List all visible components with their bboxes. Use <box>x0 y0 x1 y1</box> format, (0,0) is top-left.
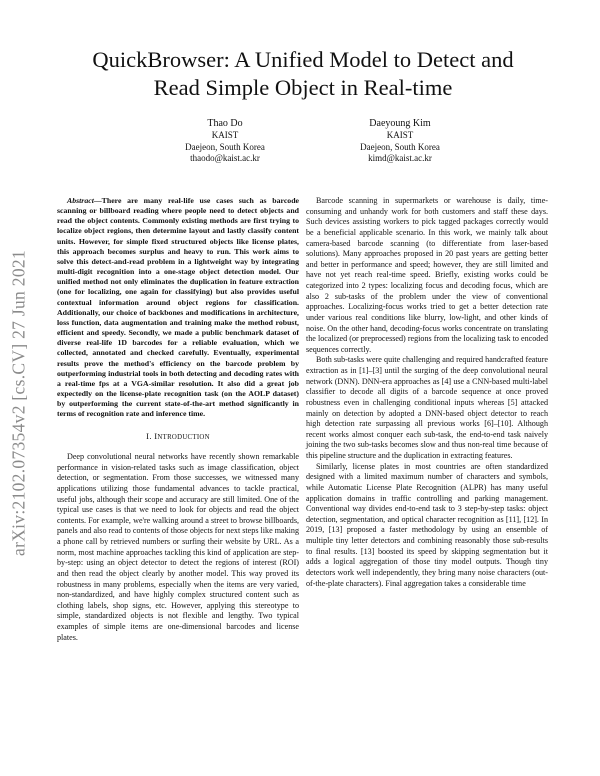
intro-paragraph-2: Barcode scanning in supermarkets or warehouse is daily, time-consuming and unhandy work for both customers and staff these days. Such devices assisting workers to pick tagged packages correctly would be a beneficial applicable scenario. In this work, we mainly talk about camera-based barcode scanning (to differentiate from laser-based solutions). Many approaches proposed in 20 past years are getting better and better in performance and speed; however, they are still limited and have not yet reach real-time speed. Briefly, existing works could be categorized into 2 types: localizing focus and decoding focus, which are also 2 sub-tasks of the problem under the view of conventional approaches. Localizing-focus works tried to get a better detection rate under various real conditions like blurry, low-light, and other kinds of noise. On the other hand, decoding-focus works concentrate on translating the localized (or preprocessed) regions from the localizing task to encoded sequences correctly. <box>306 196 548 354</box>
title-line-1: QuickBrowser: A Unified Model to Detect and <box>92 47 514 72</box>
left-column <box>57 196 299 643</box>
section-heading-introduction <box>57 431 299 444</box>
paper-title <box>40 46 566 102</box>
abstract-label: Abstract <box>67 196 94 205</box>
author-name: Daeyoung Kim <box>369 118 431 129</box>
arxiv-identifier-text: arXiv:2102.07354v2 [cs.CV] 27 Jun 2021 <box>8 250 29 556</box>
title-line-2: Read Simple Object in Real-time <box>153 75 453 100</box>
intro-paragraph-4: Similarly, license plates in most countries are often standardized designed with a limited maximum number of characters and symbols, while Automatic License Plate Recognition (ALPR) has many useful application domains in traffic controlling and parking management. Conventional way divides end-to-end task to 3 step-by-step tasks: object detection, segmentation, and optical character recognition as [11], [12]. In 2019, [13] proposed a faster methodology by using an ensemble of multiple tiny letter detectors and combining reasonably those sub-results to final results. [13] boosted its speed by skipping segmentation but it adds a logical aggregation of those tiny model outputs. Though tiny detectors work well independently, they bring many noise characters (out-of-the-plate characters). Final aggregation takes a considerable time <box>306 461 548 588</box>
abstract-text: —There are many real-life use cases such as barcode scanning or billboard reading where people need to detect objects and read the object contents. Commonly existing methods are first trying to localize object regions, then determine layout and lastly classify content units. However, for simple fixed structured objects like license plates, this approach becomes surplus and heavy to run. This work aims to solve this detect-and-read problem in a lightweight way by integrating multi-digit recognition into a one-stage object detection model. Our unified method not only eliminates the duplication in feature extraction (one for localizing, one again for classifying) but also provides useful contextual information around object regions for classification. Additionally, our choice of backbones and modifications in architecture, loss function, data augmentation and training make the method robust, efficient and speedy. Secondly, we made a public benchmark dataset of diverse real-life 1D barcodes for a reliable evaluation, which we collected, annotated and checked carefully. Eventually, experimental results prove the method's efficiency on the barcode problem by outperforming industrial tools in both detecting and decoding rates with a real-time fps at a VGA-similar resolution. It also did a great job expectedly on the license-plate recognition task (on the AOLP dataset) by outperforming the current state-of-the-art method significantly in terms of recognition rate and inference time. <box>57 196 299 419</box>
author-email: kimd@kaist.ac.kr <box>368 153 432 163</box>
author-location: Daejeon, South Korea <box>360 141 440 152</box>
author-affiliation: KAIST <box>386 130 414 140</box>
intro-paragraph-3: Both sub-tasks were quite challenging and required handcrafted feature extraction as in [1]–[3] until the surging of the deep convolutional neural network (DNN). DNN-era approaches as [4] use a CNN-based multi-label classifier to decode all digits of a barcode sequence at once proved robustness even in challenging conditional inputs whereas [5] attacked mainly on detection by adopted a DNN-based object detector to reach high detection rate surpassing all previous works [6]–[10]. Although recent works almost conquer each sub-task, the end-to-end task naively joining the two sub-tasks becomes slow and thus non-real time because of this pipeline structure and the duplication in extracting features. <box>306 355 548 460</box>
author-email: thaodo@kaist.ac.kr <box>190 153 260 163</box>
author-location: Daejeon, South Korea <box>185 141 265 152</box>
author-block-1 <box>125 118 325 165</box>
right-column <box>306 196 548 589</box>
section-title-rest: NTRODUCTION <box>157 434 210 442</box>
author-block-2 <box>300 118 500 165</box>
section-title-initial: I <box>154 431 158 442</box>
arxiv-identifier-stamp <box>2 248 36 558</box>
author-name: Thao Do <box>207 118 243 129</box>
section-number: I. <box>146 431 152 442</box>
author-affiliation: KAIST <box>211 130 239 140</box>
abstract <box>57 196 299 419</box>
intro-paragraph-1: Deep convolutional neural networks have recently shown remarkable performance in vision-related tasks such as image classification, object detection, or segmentation. From those successes, we witnessed many applications utilizing those fundamental advances to tackle practical, useful jobs, although their scope and accuracy are still limited. One of the typical use cases is that we need to look for objects and read the object contents. For example, we're walking around a street to browse billboards, panels and also read to contents of those objects for next steps like making a phone call by retrieved numbers or surfing their website by URL. As a norm, most machine approaches tackling this kind of application are step-by-step: using an object detector to detect the regions of interest (ROI) and then read the object clearly by another model. This way proved its robustness in many problems, especially when the items are very varied, non-standardized, and have highly complex structured content such as clothing labels, shop signs, etc. However, applying this stereotype to simple, standardized objects is not flexible and lengthy. Two typical examples of simple items are one-dimensional barcodes and license plates. <box>57 452 299 642</box>
